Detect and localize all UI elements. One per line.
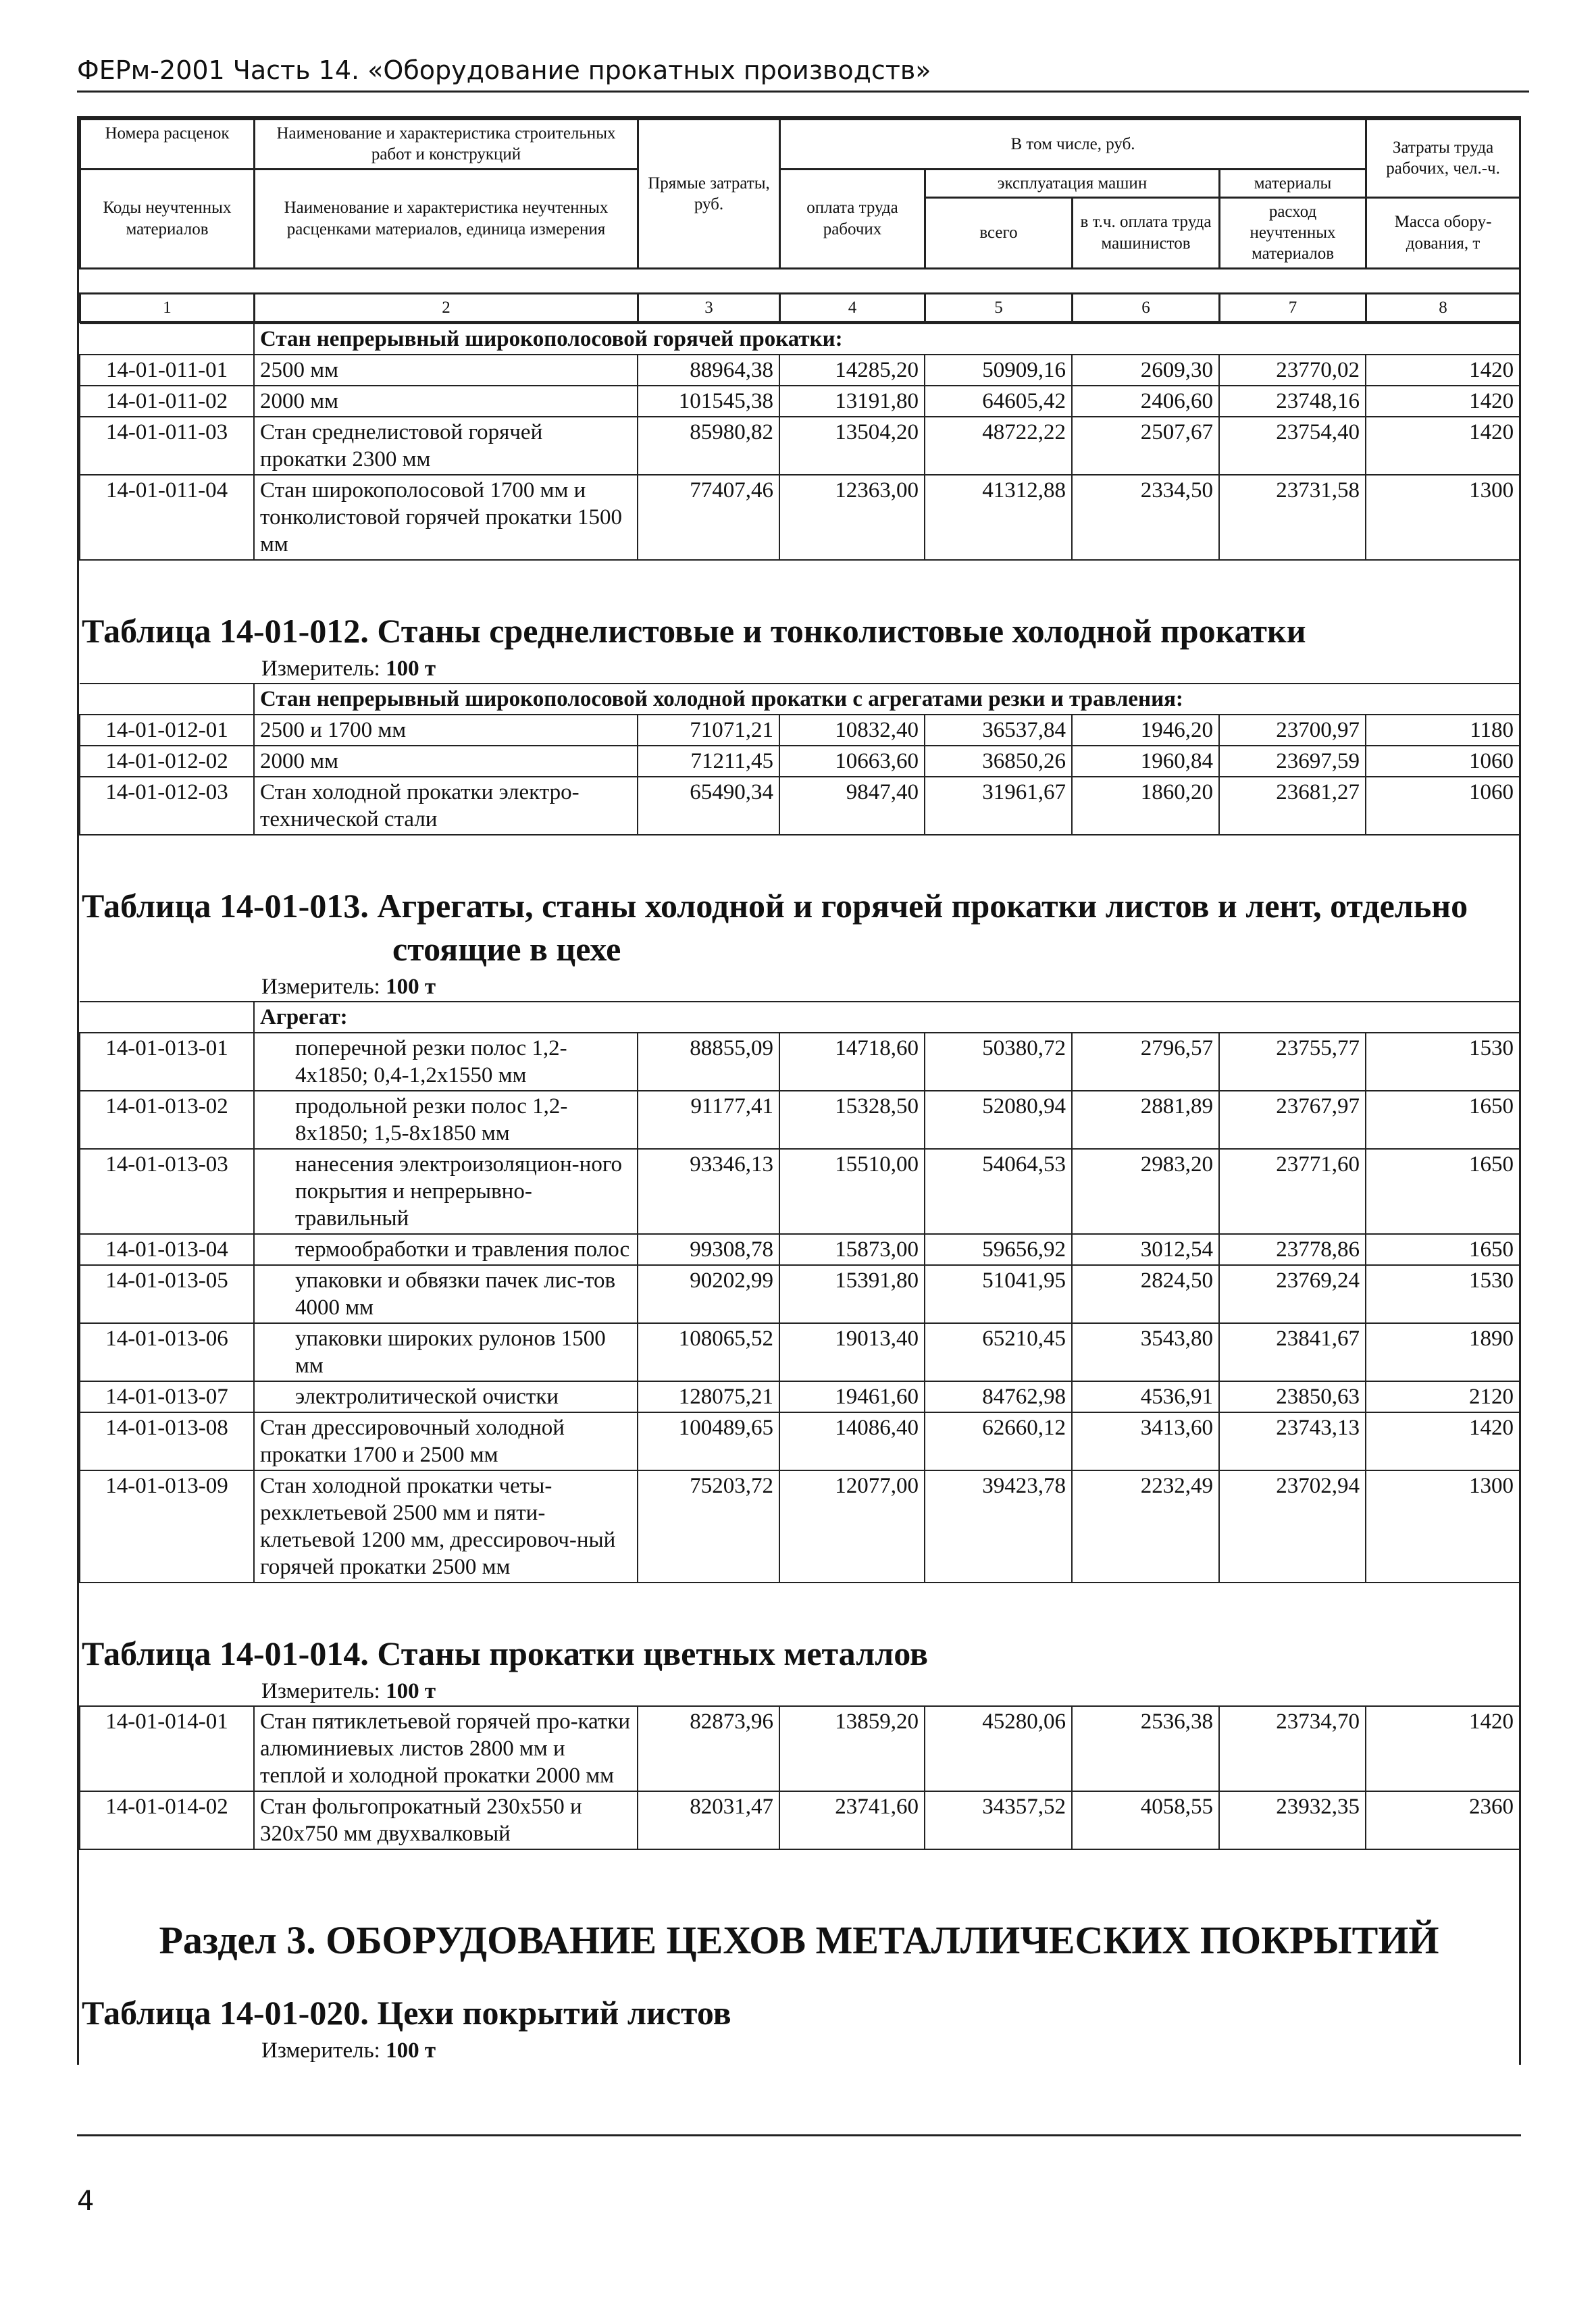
col-number: 4 <box>780 293 925 322</box>
table-row <box>80 1033 1520 1091</box>
direct-cost: 85980,82 <box>638 417 779 475</box>
document-frame <box>77 116 1521 2065</box>
wages-cost: 15328,50 <box>779 1091 925 1149</box>
meter-line <box>79 652 1519 683</box>
col-mass: Масса обору-дования, т <box>1366 197 1520 268</box>
materials-cost: 23734,70 <box>1219 1706 1366 1791</box>
col-number: 3 <box>638 293 780 322</box>
table-row <box>80 1381 1520 1412</box>
wages-cost: 10832,40 <box>779 715 925 746</box>
part-title: Раздел 3. ОБОРУДОВАНИЕ ЦЕХОВ МЕТАЛЛИЧЕСКИХ ПОКРЫТИЙ <box>159 1918 1439 1962</box>
running-header: ФЕРм-2001 Часть 14. «Оборудование прокатных производств» <box>77 55 1529 93</box>
table-title-text: Таблица 14-01-013. Агрегаты, станы холодной и горячей прокатки листов и лент, отдельно <box>82 886 1468 925</box>
table-row <box>80 777 1520 835</box>
direct-cost: 101545,38 <box>638 386 779 417</box>
machinist-wages: 1860,20 <box>1072 777 1219 835</box>
machinist-wages: 2406,60 <box>1072 386 1219 417</box>
labor-hours: 1530 <box>1366 1033 1520 1091</box>
materials-cost: 23769,24 <box>1219 1265 1366 1323</box>
section-gap <box>79 1583 1519 1624</box>
meter-value: 100 т <box>386 1678 436 1703</box>
labor-hours: 1650 <box>1366 1091 1520 1149</box>
wages-cost: 13504,20 <box>779 417 925 475</box>
rate-code: 14-01-014-01 <box>80 1706 254 1791</box>
rate-code: 14-01-012-02 <box>80 746 254 777</box>
col-wages: оплата труда рабочих <box>780 169 925 268</box>
materials-cost: 23702,94 <box>1219 1470 1366 1583</box>
wages-cost: 12363,00 <box>779 475 925 560</box>
materials-cost: 23731,58 <box>1219 475 1366 560</box>
rate-code: 14-01-013-05 <box>80 1265 254 1323</box>
section-gap <box>79 561 1519 601</box>
wages-cost: 15873,00 <box>779 1234 925 1265</box>
machinist-wages: 4536,91 <box>1072 1381 1219 1412</box>
col-number: 5 <box>925 293 1073 322</box>
group-heading: Стан непрерывный широкополосовой холодной прокатки с агрегатами резки и травления: <box>254 684 1520 715</box>
table-row <box>80 417 1520 475</box>
table-title-text: Таблица 14-01-012. Станы среднелистовые и тонколистовые холодной прокатки <box>82 611 1306 650</box>
table-row <box>80 715 1520 746</box>
col-materials: материалы <box>1220 169 1366 197</box>
col-number: 7 <box>1220 293 1366 322</box>
direct-cost: 108065,52 <box>638 1323 779 1381</box>
column-numbers-row <box>80 293 1520 322</box>
rate-code: 14-01-011-03 <box>80 417 254 475</box>
wages-cost: 12077,00 <box>779 1470 925 1583</box>
col-direct: Прямые затраты, руб. <box>638 120 780 269</box>
materials-cost: 23743,13 <box>1219 1412 1366 1470</box>
col-name-bottom: Наименование и характеристика неучтенных расценками материалов, единица измерения <box>255 169 638 268</box>
labor-hours: 1420 <box>1366 417 1520 475</box>
wages-cost: 19461,60 <box>779 1381 925 1412</box>
table-title-cont: стоящие в цехе <box>392 929 621 968</box>
work-name: Стан дрессировочный холодной прокатки 1700 и 2500 мм <box>254 1412 638 1470</box>
machines-total: 54064,53 <box>925 1149 1072 1234</box>
table-row <box>80 355 1520 386</box>
direct-cost: 82873,96 <box>638 1706 779 1791</box>
materials-cost: 23681,27 <box>1219 777 1366 835</box>
work-name: Стан среднелистовой горячей прокатки 2300 мм <box>254 417 638 475</box>
direct-cost: 77407,46 <box>638 475 779 560</box>
table-row <box>80 1234 1520 1265</box>
group-heading: Агрегат: <box>254 1002 1520 1033</box>
machinist-wages: 2232,49 <box>1072 1470 1219 1583</box>
direct-cost: 100489,65 <box>638 1412 779 1470</box>
group-row <box>80 324 1520 355</box>
rate-code: 14-01-013-09 <box>80 1470 254 1583</box>
materials-cost: 23778,86 <box>1219 1234 1366 1265</box>
rate-code: 14-01-014-02 <box>80 1791 254 1849</box>
table-section <box>79 323 1519 561</box>
work-name: упаковки широких рулонов 1500 мм <box>254 1323 638 1381</box>
col-number: 1 <box>80 293 255 322</box>
col-unaccounted: расход неучтенных материалов <box>1220 197 1366 268</box>
labor-hours: 2360 <box>1366 1791 1520 1849</box>
machines-total: 41312,88 <box>925 475 1072 560</box>
machinist-wages: 4058,55 <box>1072 1791 1219 1849</box>
rate-code: 14-01-012-03 <box>80 777 254 835</box>
col-number: 6 <box>1073 293 1220 322</box>
labor-hours: 2120 <box>1366 1381 1520 1412</box>
table-row <box>80 1091 1520 1149</box>
machines-total: 48722,22 <box>925 417 1072 475</box>
table-row <box>80 1706 1520 1791</box>
direct-cost: 90202,99 <box>638 1265 779 1323</box>
group-row <box>80 1002 1520 1033</box>
table-row <box>80 1323 1520 1381</box>
rate-code: 14-01-013-04 <box>80 1234 254 1265</box>
direct-cost: 88964,38 <box>638 355 779 386</box>
work-name: упаковки и обвязки пачек лис-тов 4000 мм <box>254 1265 638 1323</box>
col-labor: Затраты труда рабочих, чел.-ч. <box>1366 120 1520 198</box>
wages-cost: 15391,80 <box>779 1265 925 1323</box>
meter-line <box>79 971 1519 1001</box>
machinist-wages: 3413,60 <box>1072 1412 1219 1470</box>
direct-cost: 88855,09 <box>638 1033 779 1091</box>
sections-container <box>79 323 1519 1891</box>
page-number: 4 <box>77 2186 95 2217</box>
machines-total: 34357,52 <box>925 1791 1072 1849</box>
table-title: Таблица 14-01-020. Цехи покрытий листов <box>82 1993 731 2032</box>
group-row <box>80 684 1520 715</box>
machinist-wages: 3012,54 <box>1072 1234 1219 1265</box>
labor-hours: 1060 <box>1366 777 1520 835</box>
table-row <box>80 1149 1520 1234</box>
materials-cost: 23932,35 <box>1219 1791 1366 1849</box>
table-row <box>80 1470 1520 1583</box>
materials-cost: 23697,59 <box>1219 746 1366 777</box>
work-name: Стан пятиклетьевой горячей про-катки алюминиевых листов 2800 мм и теплой и холодной прокатки 2000 мм <box>254 1706 638 1791</box>
wages-cost: 14285,20 <box>779 355 925 386</box>
materials-cost: 23767,97 <box>1219 1091 1366 1149</box>
machines-total: 45280,06 <box>925 1706 1072 1791</box>
frame-bottom-rule <box>77 2134 1521 2136</box>
meter-line <box>79 1675 1519 1705</box>
table-row <box>80 1265 1520 1323</box>
machines-total: 51041,95 <box>925 1265 1072 1323</box>
group-heading: Стан непрерывный широкополосовой горячей прокатки: <box>254 324 1520 355</box>
machines-total: 39423,78 <box>925 1470 1072 1583</box>
labor-hours: 1420 <box>1366 355 1520 386</box>
work-name: 2500 мм <box>254 355 638 386</box>
rate-code: 14-01-012-01 <box>80 715 254 746</box>
work-name: 2500 и 1700 мм <box>254 715 638 746</box>
wages-cost: 15510,00 <box>779 1149 925 1234</box>
work-name: термообработки и травления полос <box>254 1234 638 1265</box>
section-gap <box>79 835 1519 876</box>
rates-table <box>79 323 1520 561</box>
rate-code: 14-01-011-02 <box>80 386 254 417</box>
machines-total: 62660,12 <box>925 1412 1072 1470</box>
labor-hours: 1420 <box>1366 1706 1520 1791</box>
column-header-table <box>79 118 1521 323</box>
wages-cost: 14718,60 <box>779 1033 925 1091</box>
machinist-wages: 2881,89 <box>1072 1091 1219 1149</box>
machines-total: 84762,98 <box>925 1381 1072 1412</box>
materials-cost: 23850,63 <box>1219 1381 1366 1412</box>
rate-code: 14-01-011-04 <box>80 475 254 560</box>
rate-code: 14-01-013-07 <box>80 1381 254 1412</box>
table-section <box>79 1624 1519 1850</box>
col-name-top: Наименование и характеристика строительных работ и конструкций <box>255 120 638 170</box>
meter-value: 100 т <box>386 2038 436 2063</box>
table-title-text: Таблица 14-01-014. Станы прокатки цветных металлов <box>82 1634 928 1672</box>
rate-code: 14-01-013-08 <box>80 1412 254 1470</box>
rate-code: 14-01-013-03 <box>80 1149 254 1234</box>
rate-code: 14-01-013-01 <box>80 1033 254 1091</box>
direct-cost: 71211,45 <box>638 746 779 777</box>
direct-cost: 71071,21 <box>638 715 779 746</box>
labor-hours: 1060 <box>1366 746 1520 777</box>
table-title <box>79 601 1519 652</box>
labor-hours: 1650 <box>1366 1149 1520 1234</box>
col-number: 8 <box>1366 293 1520 322</box>
machines-total: 52080,94 <box>925 1091 1072 1149</box>
direct-cost: 93346,13 <box>638 1149 779 1234</box>
labor-hours: 1650 <box>1366 1234 1520 1265</box>
wages-cost: 9847,40 <box>779 777 925 835</box>
rates-table <box>79 1001 1520 1583</box>
machinist-wages: 1946,20 <box>1072 715 1219 746</box>
wages-cost: 14086,40 <box>779 1412 925 1470</box>
work-name: Стан фольгопрокатный 230х550 и 320х750 мм двухвалковый <box>254 1791 638 1849</box>
machinist-wages: 2796,57 <box>1072 1033 1219 1091</box>
wages-cost: 19013,40 <box>779 1323 925 1381</box>
machinist-wages: 2609,30 <box>1072 355 1219 386</box>
table-row <box>80 746 1520 777</box>
work-name: Стан холодной прокатки электро-технической стали <box>254 777 638 835</box>
wages-cost: 10663,60 <box>779 746 925 777</box>
rates-table <box>79 1705 1520 1850</box>
labor-hours: 1300 <box>1366 1470 1520 1583</box>
wages-cost: 13859,20 <box>779 1706 925 1791</box>
work-name: Стан широкополосовой 1700 мм и тонколистовой горячей прокатки 1500 мм <box>254 475 638 560</box>
machines-total: 31961,67 <box>925 777 1072 835</box>
machinist-wages: 2507,67 <box>1072 417 1219 475</box>
table-title <box>79 1624 1519 1675</box>
table-section <box>79 601 1519 835</box>
direct-cost: 75203,72 <box>638 1470 779 1583</box>
machines-total: 50909,16 <box>925 355 1072 386</box>
table-row <box>80 475 1520 560</box>
table-section <box>79 876 1519 1583</box>
table-row <box>80 1412 1520 1470</box>
materials-cost: 23771,60 <box>1219 1149 1366 1234</box>
materials-cost: 23754,40 <box>1219 417 1366 475</box>
col-number: 2 <box>255 293 638 322</box>
labor-hours: 1890 <box>1366 1323 1520 1381</box>
table-title <box>79 876 1519 971</box>
direct-cost: 65490,34 <box>638 777 779 835</box>
rate-code: 14-01-013-06 <box>80 1323 254 1381</box>
work-name: 2000 мм <box>254 386 638 417</box>
labor-hours: 1300 <box>1366 475 1520 560</box>
work-name: нанесения электроизоляцион-ного покрытия и непрерывно-травильный <box>254 1149 638 1234</box>
wages-cost: 23741,60 <box>779 1791 925 1849</box>
machines-total: 36537,84 <box>925 715 1072 746</box>
direct-cost: 128075,21 <box>638 1381 779 1412</box>
direct-cost: 82031,47 <box>638 1791 779 1849</box>
materials-cost: 23841,67 <box>1219 1323 1366 1381</box>
labor-hours: 1420 <box>1366 386 1520 417</box>
materials-cost: 23770,02 <box>1219 355 1366 386</box>
rates-table <box>79 683 1520 835</box>
col-machines-total: всего <box>925 197 1073 268</box>
meter-label: Измеритель: <box>261 1678 380 1703</box>
machines-total: 36850,26 <box>925 746 1072 777</box>
table-row <box>80 1791 1520 1849</box>
machines-total: 50380,72 <box>925 1033 1072 1091</box>
meter-line <box>79 2034 1519 2065</box>
section-gap <box>79 1850 1519 1891</box>
materials-cost: 23748,16 <box>1219 386 1366 417</box>
labor-hours: 1180 <box>1366 715 1520 746</box>
col-machinist: в т.ч. оплата труда машинистов <box>1073 197 1220 268</box>
direct-cost: 99308,78 <box>638 1234 779 1265</box>
work-name: Стан холодной прокатки четы-рехклетьевой 2500 мм и пяти-клетьевой 1200 мм, дрессировоч-ный горячей прокатки 2500 мм <box>254 1470 638 1583</box>
meter-label: Измеритель: <box>261 974 380 999</box>
machinist-wages: 2983,20 <box>1072 1149 1219 1234</box>
labor-hours: 1420 <box>1366 1412 1520 1470</box>
meter-label: Измеритель: <box>261 2038 380 2063</box>
machinist-wages: 2536,38 <box>1072 1706 1219 1791</box>
col-including: В том числе, руб. <box>780 120 1366 170</box>
machinist-wages: 3543,80 <box>1072 1323 1219 1381</box>
labor-hours: 1530 <box>1366 1265 1520 1323</box>
work-name: электролитической очистки <box>254 1381 638 1412</box>
wages-cost: 13191,80 <box>779 386 925 417</box>
col-codes-bottom: Коды неучтенных материалов <box>80 169 255 268</box>
materials-cost: 23755,77 <box>1219 1033 1366 1091</box>
work-name: поперечной резки полос 1,2-4х1850; 0,4-1,2х1550 мм <box>254 1033 638 1091</box>
work-name: продольной резки полос 1,2-8х1850; 1,5-8х1850 мм <box>254 1091 638 1149</box>
col-codes-top: Номера расценок <box>80 120 255 170</box>
machinist-wages: 2824,50 <box>1072 1265 1219 1323</box>
direct-cost: 91177,41 <box>638 1091 779 1149</box>
machinist-wages: 2334,50 <box>1072 475 1219 560</box>
work-name: 2000 мм <box>254 746 638 777</box>
meter-value: 100 т <box>386 974 436 999</box>
machines-total: 59656,92 <box>925 1234 1072 1265</box>
meter-value: 100 т <box>386 656 436 681</box>
materials-cost: 23700,97 <box>1219 715 1366 746</box>
meter-label: Измеритель: <box>261 656 380 681</box>
machines-total: 64605,42 <box>925 386 1072 417</box>
machines-total: 65210,45 <box>925 1323 1072 1381</box>
col-machines: эксплуатация машин <box>925 169 1220 197</box>
rate-code: 14-01-013-02 <box>80 1091 254 1149</box>
machinist-wages: 1960,84 <box>1072 746 1219 777</box>
table-row <box>80 386 1520 417</box>
rate-code: 14-01-011-01 <box>80 355 254 386</box>
